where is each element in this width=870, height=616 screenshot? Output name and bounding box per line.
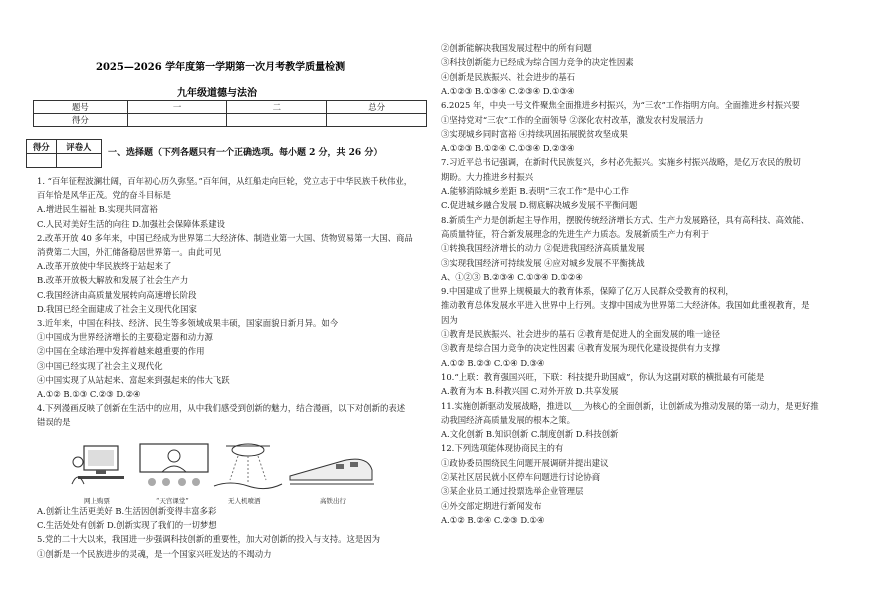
question-line: ④中国实现了从站起来、富起来到强起来的伟大飞跃 (37, 374, 230, 385)
question-line: ③实现城乡同时富裕 ④持续巩固拓展脱贫攻坚成果 (441, 128, 628, 139)
figure-caption: 无人机喷洒 (228, 497, 261, 505)
question-line: A.创新让生活更美好 B.生活因创新变得丰富多彩 (37, 506, 217, 516)
question-line: A.文化创新 B.知识创新 C.制度创新 D.科技创新 (441, 429, 619, 440)
question-line: C.人民对美好生活的向往 D.加强社会保障体系建设 (37, 218, 226, 229)
question-line: 动我国经济高质量发展的根本之策。 (441, 414, 575, 425)
question-line: 7.习近平总书记强调，在新时代民族复兴，乡村必先振兴。实施乡村振兴战略，是亿万农民的殷切 (441, 157, 801, 168)
question-line: 8.新质生产力是创新起主导作用，摆脱传统经济增长方式、生产力发展路径，具有高科技、高效能、 (441, 214, 810, 225)
score-cell: 得分 (34, 114, 128, 127)
question-line: ④创新是民族振兴、社会进步的基石 (441, 71, 575, 82)
score-table (33, 100, 427, 127)
online-ticket-illustration (66, 440, 136, 492)
figure-caption: 网上购票 (84, 497, 110, 505)
question-line: 10.“上联：教育强国兴旺，下联：科技提升助国威”，你认为这副对联的横批最有可能是 (441, 371, 765, 382)
question-line: 11.实施创新驱动发展战略，推进以___为核心的全面创新，让创新成为推动发展的第一动力，是更好推 (441, 400, 819, 411)
score-cell: 总分 (327, 101, 427, 114)
question-line: 消费第二大国，外汇储备稳居世界第一。由此可见 (37, 247, 222, 257)
question-line: ③科技创新能力已经成为综合国力竞争的决定性因素 (441, 57, 634, 68)
question-line: C.促进城乡融合发展 D.彻底解决城乡发展不平衡问题 (441, 200, 638, 211)
question-line: 2.改革开放 40 多年来，中国已经成为世界第二大经济体、制造业第一大国、货物贸易第一大国、商品 (37, 232, 413, 243)
score-cell (127, 114, 227, 127)
figure-caption: “天宫课堂” (156, 497, 189, 505)
exam-title: 2025—2026 学年度第一学期第一次月考教学质量检测 (96, 62, 346, 73)
figure-caption: 高铁出行 (320, 497, 346, 505)
question-line: A.①②③ B.①③④ C.②③④ D.①③④ (441, 85, 575, 96)
question-line: A.改革开放使中华民族终于站起来了 (37, 261, 172, 272)
question-line: ④外交部定期进行新闻发布 (441, 500, 542, 511)
grader-reviewer-label: 评卷人 (56, 140, 101, 154)
question-line: 4.下列漫画反映了创新在生活中的应用，从中我们感受到创新的魅力，结合漫画，以下对创新的表述 (37, 403, 406, 414)
exam-subtitle: 九年级道德与法治 (177, 88, 257, 99)
question-line: 1. “百年征程波澜壮阔，百年初心历久弥坚。”百年间，从红船走向巨轮，党立志于中华民族千秋伟业， (37, 176, 413, 186)
score-table-header-row (34, 101, 427, 114)
high-speed-rail-illustration (286, 446, 376, 492)
question-line: ①坚持党对“三农”工作的全面领导 ②深化农村改革，激发农村发展活力 (441, 114, 704, 125)
tiangong-classroom-illustration (136, 440, 212, 492)
question-line: C.我国经济由高质量发展转向高速增长阶段 (37, 289, 197, 300)
grader-score-cell (27, 154, 57, 168)
question-line: A、①②③ B.②③④ C.①③④ D.①②④ (441, 271, 583, 282)
question-line: 5.党的二十大以来，我国进一步强调科技创新的重要性，加大对创新的投入与支持。这是因为 (37, 534, 380, 545)
grader-score-label: 得分 (27, 140, 57, 154)
question-line: 高质量特征，符合新发展理念的先进生产力质态。发展新质生产力有利于 (441, 228, 709, 239)
question-line: ①中国成为世界经济增长的主要稳定器和动力源 (37, 332, 213, 343)
question-line: 3.近年来，中国在科技、经济、民生等多领域成果丰硕，国家面貌日新月异。如今 (37, 318, 339, 328)
drone-spraying-illustration (210, 440, 286, 492)
question-line: ①教育是民族振兴、社会进步的基石 ②教育是促进人的全面发展的唯一途径 (441, 329, 721, 339)
question-line: D.我国已经全面建成了社会主义现代化国家 (37, 303, 197, 314)
question-line: 9.中国建成了世界上规模最大的教育体系，保障了亿万人民群众受教育的权利， (441, 286, 734, 297)
question-line: 12.下列选项能体现协商民主的有 (441, 443, 564, 454)
question-line: ②某社区居民就小区停车问题进行讨论协商 (441, 472, 601, 482)
score-cell (327, 114, 427, 127)
question-line: A.增进民生福祉 B.实现共同富裕 (37, 204, 158, 215)
section-one-heading: 一、选择题（下列各题只有一个正确选项。每小题 2 分，共 26 分） (108, 148, 383, 158)
question-line: B.改革开放极大解放和发展了社会生产力 (37, 275, 189, 286)
question-line: 错误的是 (37, 417, 71, 428)
grader-box (26, 139, 102, 168)
question-line: A.能够消除城乡差距 B.表明“三农工作”是中心工作 (441, 186, 629, 196)
question-line: ③中国已经实现了社会主义现代化 (37, 360, 163, 371)
question-line: ③某企业员工通过投票选举企业管理层 (441, 486, 584, 497)
score-cell: 一 (127, 101, 227, 114)
question-line: 百年恰是风华正茂。党的奋斗目标是 (37, 190, 171, 201)
question-line: C.生活处处有创新 D.创新实现了我们的一切梦想 (37, 520, 217, 531)
question-line: A.①② B.①③ C.②③ D.②④ (37, 389, 141, 399)
score-cell: 二 (227, 101, 327, 114)
question-line: A.①②③ B.①②④ C.①③④ D.②③④ (441, 143, 575, 154)
question-line: ②中国在全球治理中发挥着越来越重要的作用 (37, 346, 205, 357)
question-line: ①转换我国经济增长的动力 ②促进我国经济高质量发展 (441, 243, 645, 254)
question-line: A.①② B.②③ C.①④ D.③④ (441, 357, 545, 368)
score-cell: 题号 (34, 101, 128, 114)
score-table-score-row (34, 114, 427, 127)
question-line: 6.2025 年，中央一号文件聚焦全面推进乡村振兴，为“三农”工作指明方向。全面推进乡村振兴要 (441, 100, 800, 111)
question-line: ③教育是综合国力竞争的决定性因素 ④教育发展为现代化建设提供有力支撑 (441, 343, 721, 354)
question-line: ③实现我国经济可持续发展 ④应对城乡发展不平衡挑战 (441, 257, 645, 268)
question-line: A.①② B.②④ C.②③ D.①④ (441, 514, 545, 525)
question-line: ①政协委员围绕民生问题开展调研并提出建议 (441, 457, 609, 468)
question-line: 推动教育总体发展水平进入世界中上行列。支撑中国成为世界第二大经济体。我国如此重视教育，是 (441, 300, 810, 311)
question-line: 期盼。大力推进乡村振兴 (441, 171, 534, 182)
question-line: ②创新能解决我国发展过程中的所有问题 (441, 43, 592, 53)
grader-reviewer-cell (56, 154, 101, 168)
score-cell (227, 114, 327, 127)
question-line: 因为 (441, 314, 458, 325)
question-line: ①创新是一个民族进步的灵魂，是一个国家兴旺发达的不竭动力 (37, 548, 272, 559)
question-line: A.教育为本 B.科教兴国 C.对外开放 D.共享发展 (441, 386, 619, 397)
